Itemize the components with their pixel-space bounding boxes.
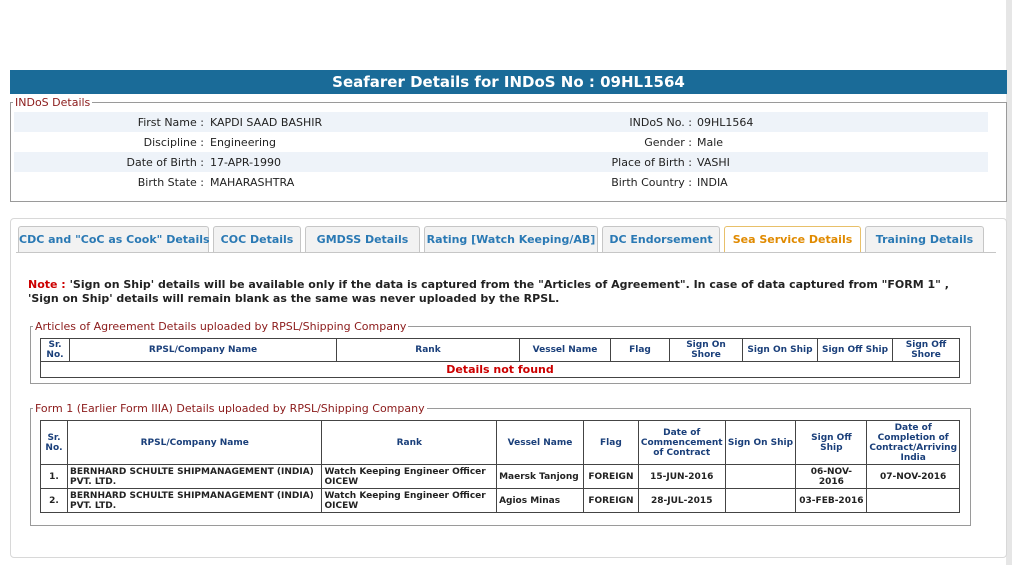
cell-flag: FOREIGN: [583, 465, 638, 489]
col-sign-on-shore: Sign On Shore: [670, 339, 743, 362]
discipline-value: Engineering: [210, 136, 276, 149]
cell-vessel-name: Maersk Tanjong: [497, 465, 584, 489]
col-sign-off-ship: Sign Off Ship: [796, 421, 867, 465]
indos-row: [14, 152, 988, 172]
table-row: [41, 362, 960, 378]
indos-row: [14, 172, 988, 192]
cell-sign-off-ship: 06-NOV-2016: [796, 465, 867, 489]
cell-sign-off-ship: 03-FEB-2016: [796, 489, 867, 513]
cell-commencement-date: 28-JUL-2015: [638, 489, 725, 513]
note-text: 'Sign on Ship' details will be available only if the data is captured from the "Articles of Agreement". In case of data captured from "FORM 1" , 'Sign on Ship' details will remain blank as the same was never uploaded by the RPSL.: [28, 278, 949, 305]
page-title: Seafarer Details for INDoS No : 09HL1564: [10, 70, 1007, 94]
indos-no-value: 09HL1564: [697, 116, 754, 129]
col-sr-no: Sr. No.: [41, 339, 70, 362]
col-vessel-name: Vessel Name: [520, 339, 611, 362]
col-completion-date: Date of Completion of Contract/Arriving India: [867, 421, 960, 465]
table-header-row: [41, 339, 960, 362]
col-sr-no: Sr. No.: [41, 421, 68, 465]
birth-country-value: INDIA: [697, 176, 728, 189]
col-sign-off-shore: Sign Off Shore: [893, 339, 960, 362]
cell-company-name: BERNHARD SCHULTE SHIPMANAGEMENT (INDIA) PVT. LTD.: [67, 465, 322, 489]
articles-legend: Articles of Agreement Details uploaded by RPSL/Shipping Company: [35, 320, 407, 333]
cell-sign-on-ship: [725, 465, 796, 489]
birth-country-label: Birth Country :: [611, 176, 692, 189]
indos-row: [14, 132, 988, 152]
dob-value: 17-APR-1990: [210, 156, 282, 169]
cell-completion-date: [867, 489, 960, 513]
gender-label: Gender :: [644, 136, 692, 149]
col-sign-off-ship: Sign Off Ship: [818, 339, 893, 362]
first-name-value: KAPDI SAAD BASHIR: [210, 116, 323, 129]
tab-coc-details[interactable]: COC Details: [213, 226, 301, 253]
table-header-row: [41, 421, 960, 465]
birth-state-label: Birth State :: [137, 176, 204, 189]
birth-state-value: MAHARASHTRA: [210, 176, 295, 189]
col-commencement-date: Date of Commencement of Contract: [638, 421, 725, 465]
indos-no-label: INDoS No. :: [629, 116, 692, 129]
form1-table: [40, 420, 960, 513]
col-company-name: RPSL/Company Name: [70, 339, 337, 362]
col-company-name: RPSL/Company Name: [67, 421, 322, 465]
col-rank: Rank: [337, 339, 520, 362]
tab-gmdss-details[interactable]: GMDSS Details: [305, 226, 420, 253]
tab-sea-service-details[interactable]: Sea Service Details: [724, 226, 861, 253]
cell-sign-on-ship: [725, 489, 796, 513]
tab-divider: [16, 252, 996, 253]
tab-rating[interactable]: Rating [Watch Keeping/AB]: [424, 226, 598, 253]
form1-legend: Form 1 (Earlier Form IIIA) Details uploaded by RPSL/Shipping Company: [35, 402, 425, 415]
col-sign-on-ship: Sign On Ship: [743, 339, 818, 362]
cell-rank: Watch Keeping Engineer Officer OICEW: [322, 489, 497, 513]
col-sign-on-ship: Sign On Ship: [725, 421, 796, 465]
sign-on-note: [28, 278, 978, 306]
table-row: [41, 465, 960, 489]
details-not-found: Details not found: [41, 362, 960, 378]
cell-rank: Watch Keeping Engineer Officer OICEW: [322, 465, 497, 489]
indos-legend: INDoS Details: [15, 96, 91, 109]
table-row: [41, 489, 960, 513]
cell-completion-date: 07-NOV-2016: [867, 465, 960, 489]
col-vessel-name: Vessel Name: [497, 421, 584, 465]
col-flag: Flag: [583, 421, 638, 465]
cell-sr-no: 1.: [41, 465, 68, 489]
articles-table: [40, 338, 960, 378]
tab-cdc-details[interactable]: CDC and "CoC as Cook" Details: [18, 226, 209, 253]
dob-label: Date of Birth :: [126, 156, 204, 169]
gender-value: Male: [697, 136, 724, 149]
first-name-label: First Name :: [137, 116, 204, 129]
note-label: Note :: [28, 278, 66, 291]
tab-training-details[interactable]: Training Details: [865, 226, 984, 253]
cell-flag: FOREIGN: [583, 489, 638, 513]
discipline-label: Discipline :: [143, 136, 204, 149]
tab-dc-endorsement[interactable]: DC Endorsement: [602, 226, 720, 253]
cell-vessel-name: Agios Minas: [497, 489, 584, 513]
cell-sr-no: 2.: [41, 489, 68, 513]
place-of-birth-value: VASHI: [697, 156, 730, 169]
cell-commencement-date: 15-JUN-2016: [638, 465, 725, 489]
col-rank: Rank: [322, 421, 497, 465]
indos-row: [14, 112, 988, 132]
cell-company-name: BERNHARD SCHULTE SHIPMANAGEMENT (INDIA) PVT. LTD.: [67, 489, 322, 513]
col-flag: Flag: [611, 339, 670, 362]
place-of-birth-label: Place of Birth :: [611, 156, 692, 169]
